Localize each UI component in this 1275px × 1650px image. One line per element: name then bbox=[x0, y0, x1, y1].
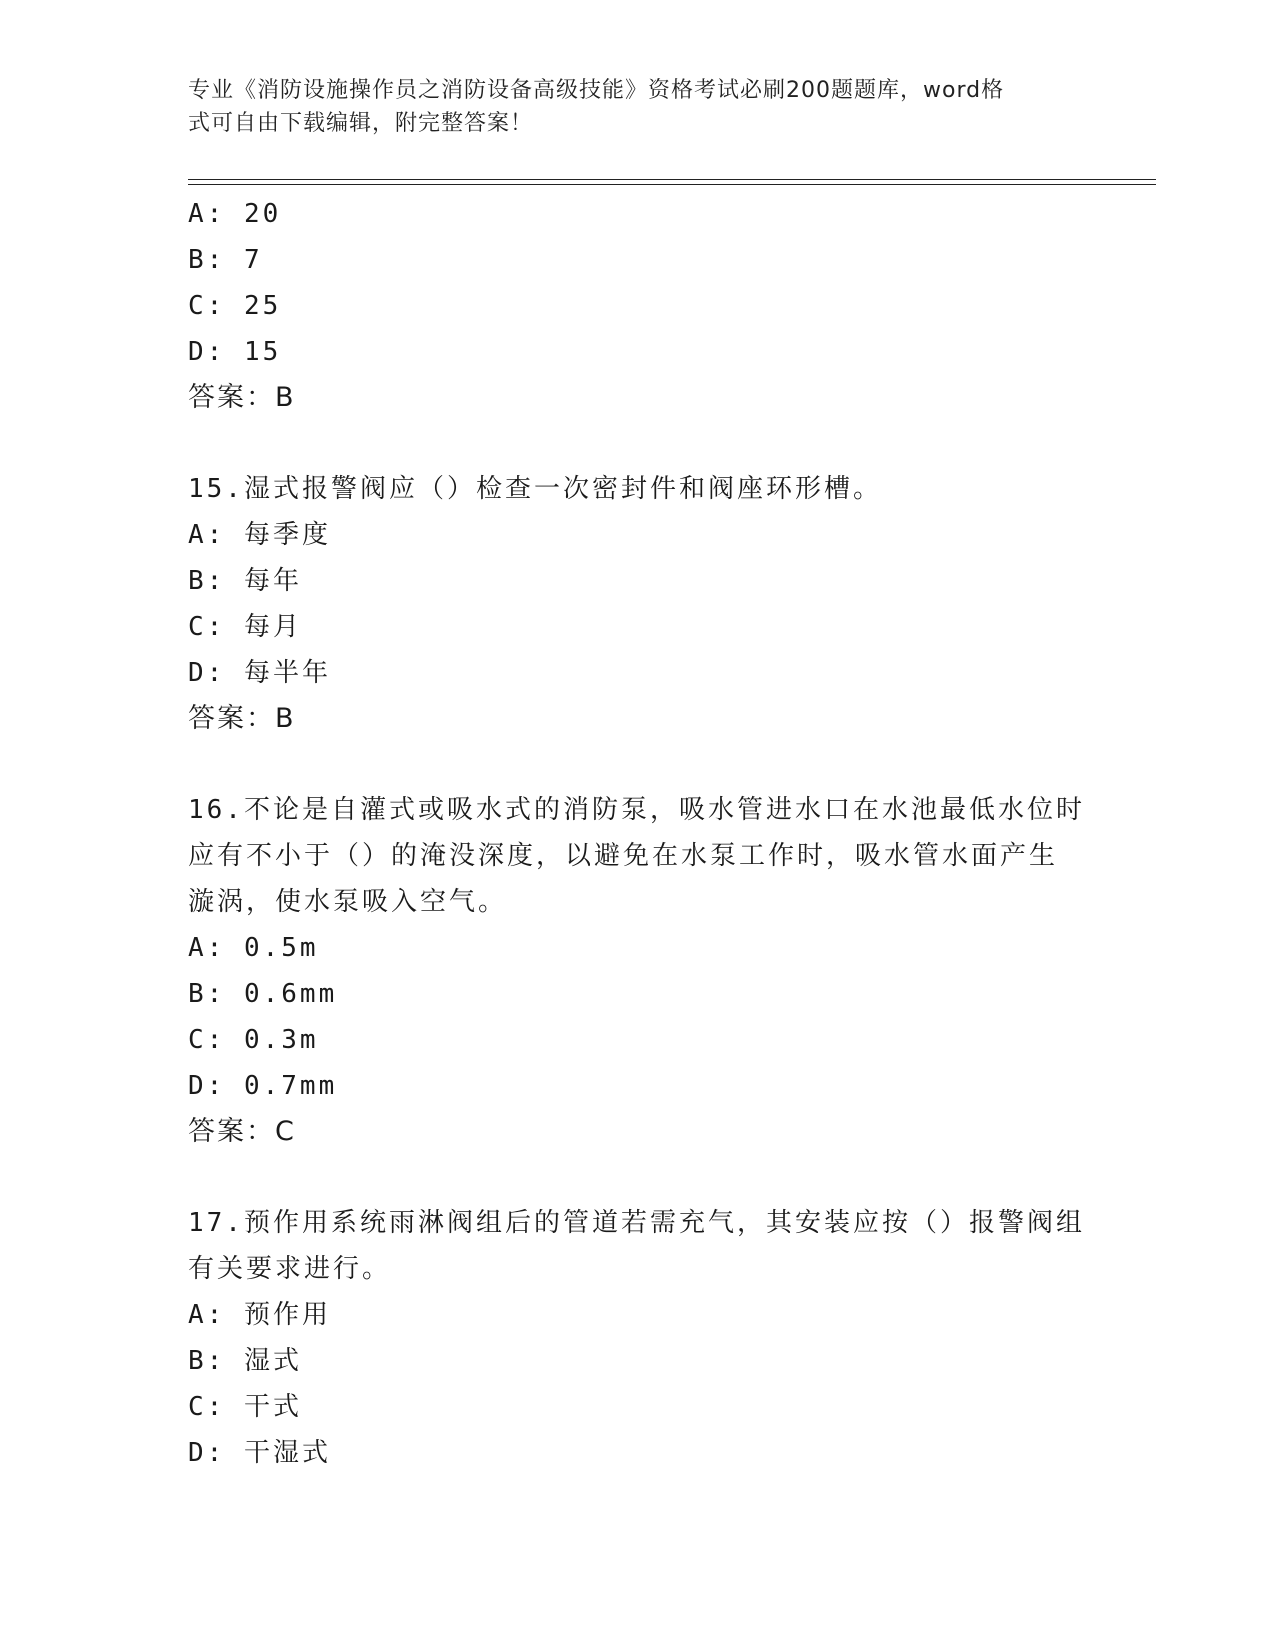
question-15 bbox=[188, 466, 1088, 742]
question-text-line-2: 应有不小于（）的淹没深度，以避免在水泵工作时，吸水管水面产生 bbox=[188, 841, 1059, 871]
question-text-line-1: 17.预作用系统雨淋阀组后的管道若需充气，其安装应按（）报警阀组 bbox=[188, 1208, 1085, 1238]
option-b: B: 湿式 bbox=[188, 1346, 302, 1376]
option-c: C: 0.3m bbox=[188, 1025, 319, 1055]
option-c: C: 每月 bbox=[188, 612, 302, 642]
question-16 bbox=[188, 787, 1088, 1155]
header-line-2: 式可自由下载编辑，附完整答案！ bbox=[188, 111, 534, 136]
spacer bbox=[188, 1155, 1088, 1200]
question-text-line-1: 16.不论是自灌式或吸水式的消防泵，吸水管进水口在水池最低水位时 bbox=[188, 795, 1085, 825]
option-d: D: 0.7mm bbox=[188, 1071, 338, 1101]
header-rule-bottom bbox=[188, 184, 1156, 185]
option-b: B: 0.6mm bbox=[188, 979, 338, 1009]
question-17 bbox=[188, 1200, 1088, 1476]
option-b: B: 7 bbox=[188, 245, 263, 275]
answer: 答案：B bbox=[188, 703, 296, 734]
option-d: D: 15 bbox=[188, 337, 282, 367]
option-a: A: 预作用 bbox=[188, 1300, 331, 1330]
question-text-line-3: 漩涡，使水泵吸入空气。 bbox=[188, 887, 508, 917]
option-d: D: 每半年 bbox=[188, 658, 331, 688]
option-a: A: 20 bbox=[188, 199, 282, 229]
question-text: 15.湿式报警阀应（）检查一次密封件和阀座环形槽。 bbox=[188, 474, 882, 504]
document-header bbox=[188, 74, 1088, 140]
header-rule-top bbox=[188, 179, 1156, 180]
option-d: D: 干湿式 bbox=[188, 1438, 331, 1468]
header-line-1: 专业《消防设施操作员之消防设备高级技能》资格考试必刷200题题库，word格 bbox=[188, 78, 1005, 103]
answer: 答案：C bbox=[188, 1116, 296, 1147]
option-c: C: 25 bbox=[188, 291, 282, 321]
spacer bbox=[188, 742, 1088, 787]
option-c: C: 干式 bbox=[188, 1392, 302, 1422]
spacer bbox=[188, 421, 1088, 466]
answer: 答案：B bbox=[188, 382, 296, 413]
option-a: A: 每季度 bbox=[188, 520, 331, 550]
question-14 bbox=[188, 191, 1088, 421]
question-text-line-2: 有关要求进行。 bbox=[188, 1254, 392, 1284]
question-list bbox=[188, 191, 1088, 1476]
option-a: A: 0.5m bbox=[188, 933, 319, 963]
option-b: B: 每年 bbox=[188, 566, 302, 596]
